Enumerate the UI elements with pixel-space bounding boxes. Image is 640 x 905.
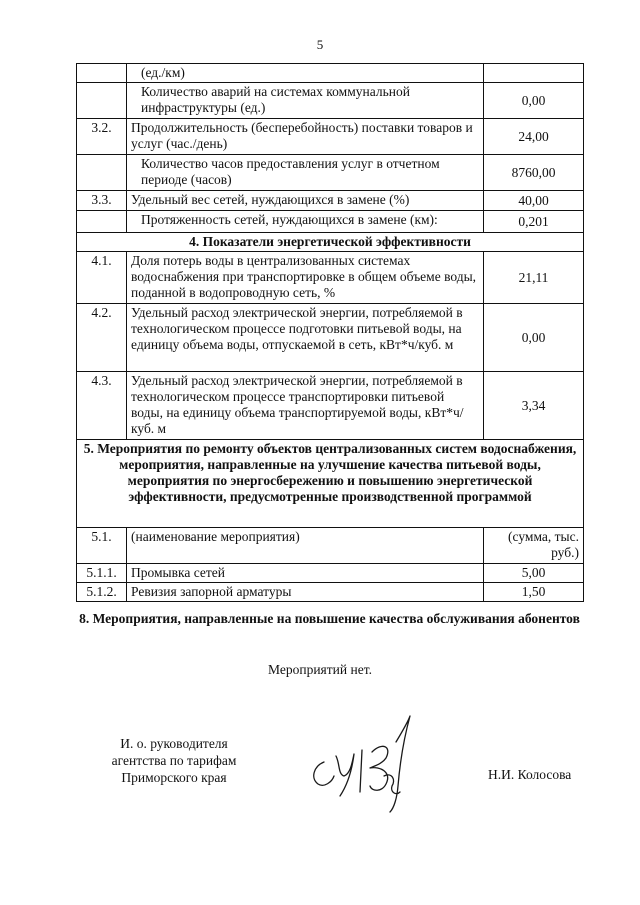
row-value: 5,00 bbox=[484, 564, 584, 583]
table-row bbox=[77, 64, 584, 83]
row-value: 0,00 bbox=[484, 304, 584, 372]
row-text: Удельный вес сетей, нуждающихся в замене (%) bbox=[127, 191, 484, 211]
row-text: Доля потерь воды в централизованных системах водоснабжения при транспортировке в общем объеме воды, поданной в водопроводную сеть, % bbox=[127, 252, 484, 304]
row-text: Количество аварий на системах коммунальной инфраструктуры (ед.) bbox=[127, 83, 484, 119]
table-row bbox=[77, 304, 584, 372]
signer-line-2: агентства по тарифам bbox=[111, 753, 237, 768]
row-text: Ревизия запорной арматуры bbox=[127, 583, 484, 602]
row-number bbox=[77, 83, 127, 119]
row-value: 0,00 bbox=[484, 83, 584, 119]
row-text: Удельный расход электрической энергии, потребляемой в технологическом процессе подготовки питьевой воды, на единицу объема воды, отпускаемой в сеть, кВт*ч/куб. м bbox=[127, 304, 484, 372]
signer-position bbox=[74, 735, 274, 786]
row-number: 3.2. bbox=[77, 119, 127, 155]
row-number: 4.2. bbox=[77, 304, 127, 372]
table-row bbox=[77, 211, 584, 233]
row-number bbox=[77, 64, 127, 83]
table-row bbox=[77, 119, 584, 155]
row-number bbox=[77, 155, 127, 191]
row-text: Количество часов предоставления услуг в отчетном периоде (часов) bbox=[127, 155, 484, 191]
table-row bbox=[77, 155, 584, 191]
row-number bbox=[77, 211, 127, 233]
row-value: 1,50 bbox=[484, 583, 584, 602]
row-text: Протяженность сетей, нуждающихся в замене (км): bbox=[127, 211, 484, 233]
table-row bbox=[77, 528, 584, 564]
row-value: (сумма, тыс. руб.) bbox=[484, 528, 584, 564]
row-number: 4.1. bbox=[77, 252, 127, 304]
table-row bbox=[77, 583, 584, 602]
table-row bbox=[77, 252, 584, 304]
row-number: 5.1.2. bbox=[77, 583, 127, 602]
section-5-title: 5. Мероприятия по ремонту объектов централизованных систем водоснабжения, мероприятия, направленные на улучшение качества питьевой воды, мероприятия по энергосбережению и повышению энергетической эффективности, предусмотренные производственной программой bbox=[77, 440, 584, 528]
table-row bbox=[77, 564, 584, 583]
row-number: 5.1.1. bbox=[77, 564, 127, 583]
section-header-row bbox=[77, 233, 584, 252]
row-number: 4.3. bbox=[77, 372, 127, 440]
row-value: 0,201 bbox=[484, 211, 584, 233]
row-value: 8760,00 bbox=[484, 155, 584, 191]
row-text: Промывка сетей bbox=[127, 564, 484, 583]
indicators-table bbox=[76, 63, 584, 602]
page-number: 5 bbox=[316, 37, 324, 52]
row-text: (наименование мероприятия) bbox=[127, 528, 484, 564]
table-row bbox=[77, 83, 584, 119]
row-text: Продолжительность (бесперебойность) поставки товаров и услуг (час./день) bbox=[127, 119, 484, 155]
section-4-title: 4. Показатели энергетической эффективности bbox=[77, 233, 584, 252]
signer-name: Н.И. Колосова bbox=[488, 767, 572, 782]
signer-line-3: Приморского края bbox=[121, 770, 227, 785]
row-value: 21,11 bbox=[484, 252, 584, 304]
table-row bbox=[77, 191, 584, 211]
row-number: 3.3. bbox=[77, 191, 127, 211]
handwritten-signature bbox=[300, 712, 430, 817]
row-value: 3,34 bbox=[484, 372, 584, 440]
section-header-row bbox=[77, 440, 584, 528]
signer-line-1: И. о. руководителя bbox=[120, 736, 228, 751]
table-row bbox=[77, 372, 584, 440]
row-text: (ед./км) bbox=[127, 64, 484, 83]
row-text: Удельный расход электрической энергии, потребляемой в технологическом процессе транспортировки питьевой воды, на единицу объема транспортируемой воды, кВт*ч/куб. м bbox=[127, 372, 484, 440]
row-number: 5.1. bbox=[77, 528, 127, 564]
section-8-title: 8. Мероприятия, направленные на повышение качества обслуживания абонентов bbox=[79, 611, 580, 626]
row-value: 24,00 bbox=[484, 119, 584, 155]
section-8-text: Мероприятий нет. bbox=[268, 662, 372, 677]
row-value: 40,00 bbox=[484, 191, 584, 211]
row-value bbox=[484, 64, 584, 83]
